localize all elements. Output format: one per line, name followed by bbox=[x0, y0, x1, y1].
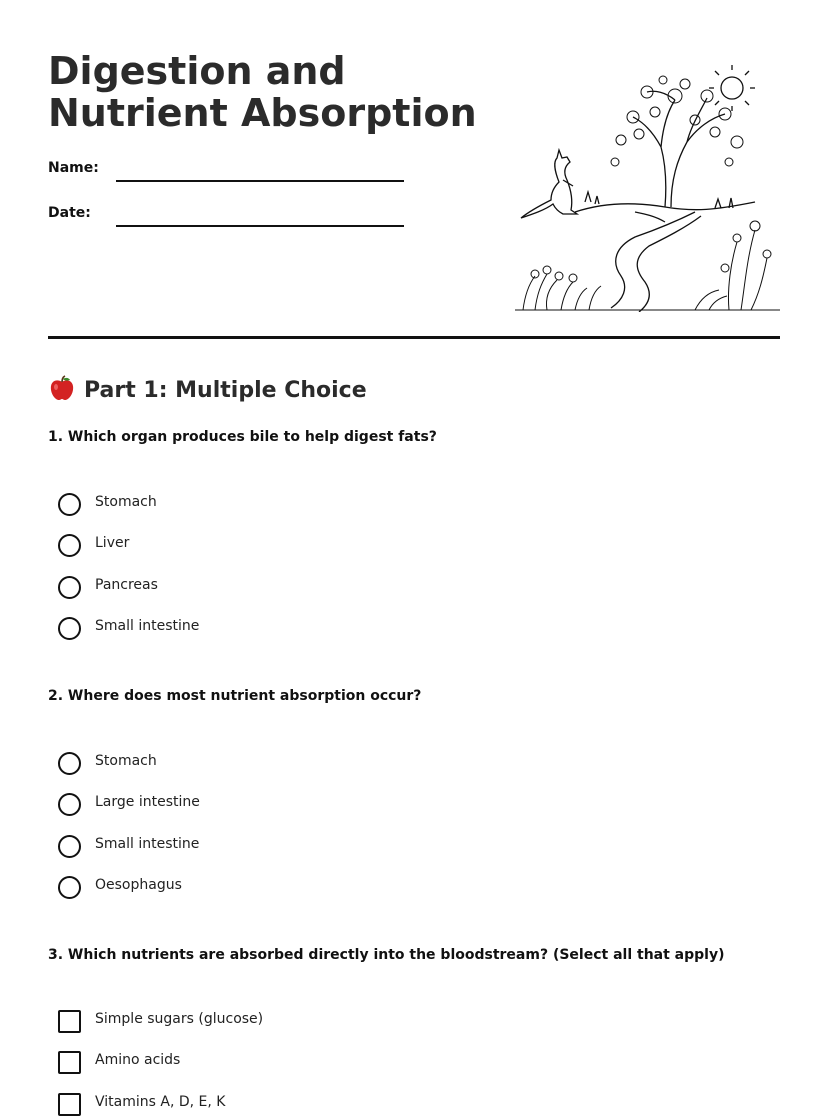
question-1: 1. Which organ produces bile to help digest fats? bbox=[48, 429, 437, 445]
river-icon bbox=[611, 212, 701, 312]
question-3: 3. Which nutrients are absorbed directly into the bloodstream? (Select all that apply) bbox=[48, 947, 725, 963]
radio-button[interactable] bbox=[58, 793, 81, 816]
q2-option-label: Small intestine bbox=[95, 836, 200, 852]
q3-option-label: Vitamins A, D, E, K bbox=[95, 1094, 226, 1110]
q2-option-label: Large intestine bbox=[95, 794, 200, 810]
q1-option-label: Small intestine bbox=[95, 618, 200, 634]
worksheet-title: Digestion and Nutrient Absorption bbox=[48, 49, 477, 135]
q1-option-label: Liver bbox=[95, 535, 130, 551]
part1-heading-text: Part 1: Multiple Choice bbox=[84, 378, 367, 403]
date-label: Date: bbox=[48, 205, 91, 221]
landscape-illustration bbox=[515, 62, 780, 312]
radio-button[interactable] bbox=[58, 752, 81, 775]
radio-button[interactable] bbox=[58, 835, 81, 858]
date-line[interactable] bbox=[116, 225, 404, 227]
q2-option-label: Stomach bbox=[95, 753, 157, 769]
q2-option-label: Oesophagus bbox=[95, 877, 182, 893]
section-divider bbox=[48, 336, 780, 339]
q1-option-label: Stomach bbox=[95, 494, 157, 510]
apple-icon bbox=[48, 374, 76, 402]
radio-button[interactable] bbox=[58, 534, 81, 557]
radio-button[interactable] bbox=[58, 617, 81, 640]
tree-icon bbox=[611, 76, 743, 207]
q3-option-label: Simple sugars (glucose) bbox=[95, 1011, 264, 1027]
checkbox[interactable] bbox=[58, 1010, 81, 1033]
kangaroo-icon bbox=[521, 150, 577, 218]
date-field[interactable] bbox=[48, 205, 408, 229]
part1-heading bbox=[48, 374, 367, 406]
sun-icon bbox=[709, 65, 755, 111]
radio-button[interactable] bbox=[58, 576, 81, 599]
q3-option-label: Amino acids bbox=[95, 1052, 181, 1068]
checkbox[interactable] bbox=[58, 1051, 81, 1074]
name-label: Name: bbox=[48, 160, 99, 176]
name-line[interactable] bbox=[116, 180, 404, 182]
name-field[interactable] bbox=[48, 160, 408, 184]
radio-button[interactable] bbox=[58, 876, 81, 899]
question-2: 2. Where does most nutrient absorption occur? bbox=[48, 688, 422, 704]
checkbox[interactable] bbox=[58, 1093, 81, 1116]
radio-button[interactable] bbox=[58, 493, 81, 516]
q1-option-label: Pancreas bbox=[95, 577, 158, 593]
